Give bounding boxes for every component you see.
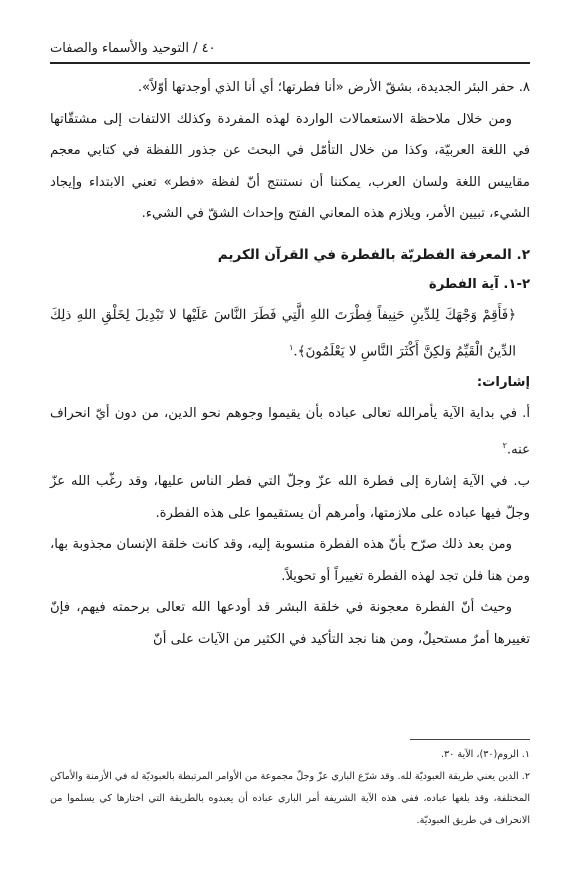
point-a bbox=[50, 398, 530, 466]
footnote-divider bbox=[410, 739, 530, 740]
footnotes bbox=[50, 739, 530, 832]
quran-verse bbox=[50, 300, 530, 368]
paragraph-unchangeable: وحيث أنّ الفطرة معجونة في خلقة البشر قد أودعها الله تعالى برحمته فيهم، فإنّ تغييرها أمرٌ مستحيلٌ، ومن هنا نجد التأكيد في الكثير من الآيات على أنّ bbox=[50, 600, 530, 647]
footnote-ref-1: ١ bbox=[289, 342, 294, 352]
point-a-text: أ. في بداية الآية يأمرالله تعالى عباده بأن يقيموا وجوهم نحو الدين، من دون أيّ انحراف عنه. bbox=[50, 406, 530, 458]
section-heading: ٢. المعرفة الفطريّة بالفطرة في القرآن الكريم bbox=[217, 246, 530, 263]
paragraph-item-8: ٨. حفر البئر الجديدة، بشقّ الأرض «أنا فطرتها؛ أي أنا الذي أوجدتها أوّلاً». bbox=[137, 80, 530, 95]
footnote-2: ٢. الدين يعني طريقة العبوديّة لله. وقد شرّع الباري عزّ وجلّ مجموعة من الأوامر المرتبطة بالعبوديّة له في الأزمنة والأماكن المختلفة، وقد بلغها عباده، ففي هذه الآية الشريفة أمر الباري عباده أن يعبدوه بالطريقة التي اختارها كي يسلموا من الانحراف في طريق العبوديّة. bbox=[50, 771, 530, 826]
paragraph-attribution: ومن بعد ذلك صرّح بأنّ هذه الفطرة منسوبة إليه، وقد كانت خلقة الإنسان مجذوبة بها، ومن هنا فلن تجد لهذه الفطرة تغييراً أو تحويلاً. bbox=[50, 537, 530, 584]
verse-text: ﴿فَأَقِمْ وَجْهَكَ لِلدِّينِ حَنِيفاً فِطْرَتَ اللهِ الَّتِي فَطَرَ النَّاسَ عَلَيْها لا تَبْدِيلَ لِخَلْقِ اللهِ ذلِكَ الدِّينُ الْقَيِّمُ وَلكِنَّ أَكْثَرَ النَّاسِ لا يَعْلَمُونَ﴾. bbox=[50, 307, 516, 360]
paragraph-fitr-meaning: ومن خلال ملاحظة الاستعمالات الواردة لهذه المفردة وكذلك الالتفات إلى مشتقّاتها في اللغة العربيّة، وكذا من خلال التأمّل في البحث عن جذور اللفظة في كتابي معجم مقاييس اللغة ولسان العرب، يمكننا أن نستنتج أنّ لفظة «فطر» تعني الابتداء وإيجاد الشيء، تبيين الأمر، ويلازم هذه المعاني الفتح وإحداث الشقّ في الشيء. bbox=[50, 111, 530, 222]
subsection-heading: ٢-١. آية الفطرة bbox=[428, 276, 530, 292]
footnote-ref-2: ٢ bbox=[502, 441, 507, 451]
footnote-1: ١. الروم(٣٠)، الآية ٣٠. bbox=[440, 749, 530, 760]
points-label: إشارات: bbox=[476, 375, 530, 391]
running-header: ٤٠ / التوحيد والأسماء والصفات bbox=[50, 38, 530, 64]
main-text bbox=[50, 72, 530, 656]
point-b: ب. في الآية إشارة إلى فطرة الله عزّ وجلّ التي فطر الناس عليها، وقد رغّب الله عزّ وجلّ فيها عباده على ملازمتها، وأمرهم أن يستقيموا على هذه الفطرة. bbox=[50, 474, 530, 521]
